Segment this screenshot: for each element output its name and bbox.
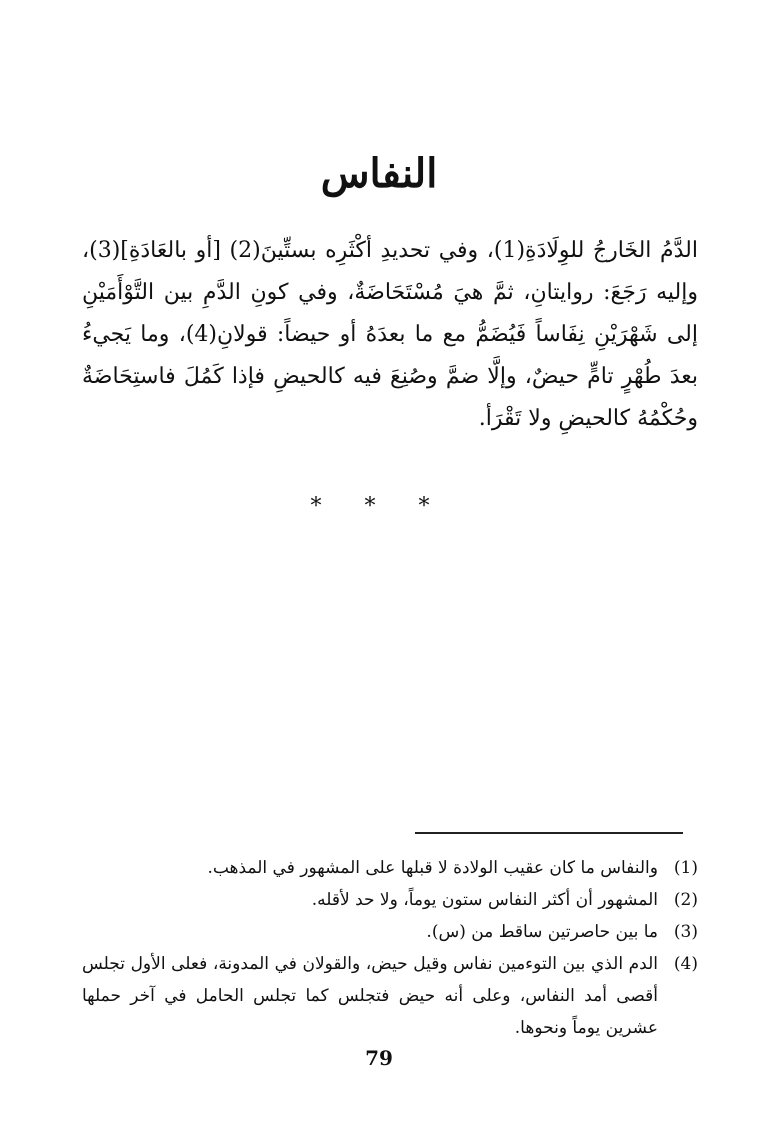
footnote-2	[82, 884, 698, 916]
footnotes	[82, 852, 698, 1044]
body-paragraph	[82, 230, 698, 440]
section-divider: * * *	[310, 494, 448, 519]
footnote-text: الدم الذي بين التوءمين نفاس وقيل حيض، والقولان في المدونة، فعلى الأول تجلس أقصى أمد النفاس، وعلى أنه حيض فتجلس كما تجلس الحامل في آخر حملها عشرين يوماً ونحوها.	[82, 954, 658, 1038]
body-text: الدَّمُ الخَارجُ للوِلَادَةِ(1)، وفي تحديدِ أكْثَرِه بستِّينَ(2) [أو بالعَادَةِ](3)، وإليه رَجَعَ: روايتانِ، ثمَّ هيَ مُسْتَحَاضَةٌ، وفي كونِ الدَّمِ بين التَّوْأَمَيْنِ إلى شَهْرَيْنِ نِفَاساً فَيُضَمُّ مع ما بعدَهُ أو حيضاً: قولانِ(4)، وما يَجيءُ بعدَ طُهْرٍ تامٍّ حيضٌ، وإلَّا ضمَّ وصُنِعَ فيه كالحيضِ فإذا كَمُلَ فاستِحَاضَةٌ وحُكْمُهُ كالحيضِ ولا تَقْرَأ.	[82, 238, 698, 431]
footnote-number: (4)	[673, 954, 698, 974]
footnote-number: (1)	[673, 858, 698, 878]
chapter-title: النفاس	[320, 150, 438, 197]
footnote-number: (2)	[673, 890, 698, 910]
footnote-4	[82, 948, 698, 1044]
footnote-text: والنفاس ما كان عقيب الولادة لا قبلها على المشهور في المذهب.	[207, 858, 658, 878]
footnote-separator	[415, 832, 683, 834]
footnote-text: ما بين حاصرتين ساقط من (س).	[426, 922, 658, 942]
footnote-1	[82, 852, 698, 884]
page-number: 79	[365, 1046, 393, 1070]
footnote-text: المشهور أن أكثر النفاس ستون يوماً، ولا حد لأقله.	[311, 890, 658, 910]
footnote-number: (3)	[673, 922, 698, 942]
footnote-3	[82, 916, 698, 948]
